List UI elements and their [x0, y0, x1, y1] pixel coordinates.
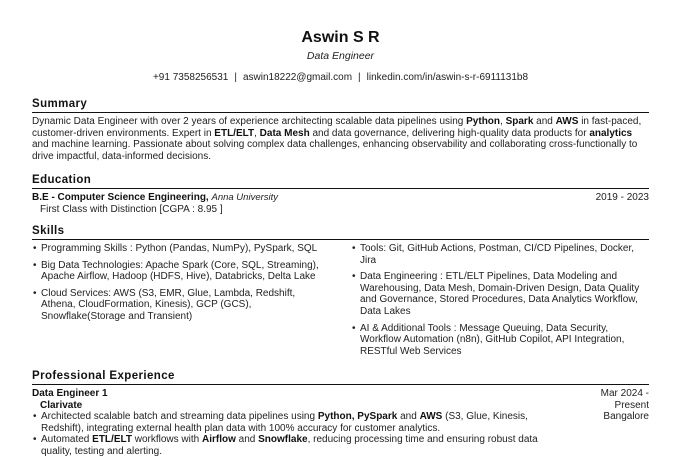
phone: +91 7358256531	[152, 72, 229, 83]
text-segment: and	[397, 411, 420, 423]
skill-item: • Tools: Git, GitHub Actions, Postman, CI/CD Pipelines, Docker, Jira	[351, 243, 649, 266]
text-segment: , reducing processing time and ensuring robust data quality, testing and alerting.	[41, 434, 538, 457]
text-segment: and data governance, delivering high-quality data products for	[309, 127, 590, 139]
job-end-date: Present	[614, 399, 649, 411]
skills-section	[32, 225, 649, 362]
experience-bullet	[32, 411, 567, 434]
section-heading: Summary	[32, 98, 649, 113]
bold-keyword: ETL/ELT	[214, 127, 255, 139]
bold-keyword: analytics	[589, 127, 633, 139]
separator: |	[358, 72, 361, 83]
education-section	[32, 174, 649, 215]
job-start-date: Mar 2024 -	[600, 388, 649, 399]
bold-keyword: Python, PySpark	[317, 411, 398, 423]
degree: B.E - Computer Science Engineering,	[32, 192, 209, 203]
text-segment: (S3, Glue, Kinesis, Redshift), integrating external health plan data with 100% accuracy for customer analytics.	[41, 411, 528, 434]
section-heading: Professional Experience	[32, 370, 649, 385]
section-heading: Education	[32, 174, 649, 189]
text-segment: and	[235, 434, 259, 446]
company: Clarivate	[40, 399, 83, 411]
bold-keyword: ETL/ELT	[92, 434, 132, 446]
university: Anna University	[211, 192, 279, 203]
summary-section	[32, 98, 649, 162]
skill-item: • AI & Additional Tools : Message Queuing, Data Security, Workflow Automation (n8n), GitHub Copilot, API Integration, RESTful Web Services	[351, 323, 649, 358]
section-heading: Skills	[32, 225, 649, 240]
job-role: Data Engineer 1	[32, 388, 108, 399]
text-segment: Automated	[41, 434, 93, 446]
bold-keyword: Python	[466, 116, 501, 127]
text-segment: workflows with	[131, 434, 202, 446]
bold-keyword: Spark	[505, 116, 534, 127]
separator: |	[234, 72, 237, 83]
skill-item: • Data Engineering : ETL/ELT Pipelines, Data Modeling and Warehousing, Data Mesh, Domain-Driven Design, Data Quality and Governance, Stored Procedures, Data Analytics Workflow, Data Lakes	[351, 271, 649, 317]
text-segment: and machine learning. Passionate about solving complex data challenges, enhancing observability and collaborating cross-functionally to drive impactful, data-informed decisions.	[32, 139, 638, 162]
linkedin-link[interactable]: linkedin.com/in/aswin-s-r-6911131b8	[366, 72, 529, 83]
bold-keyword: Airflow	[201, 434, 236, 446]
bold-keyword: Snowflake	[258, 434, 308, 446]
text-segment: Dynamic Data Engineer with over 2 years of experience architecting scalable data pipelines using	[32, 116, 467, 127]
skill-item: • Cloud Services: AWS (S3, EMR, Glue, Lambda, Redshift, Athena, CloudFormation, Kinesis), GCP (GCS), Snowflake(Storage and Transient)	[32, 288, 322, 323]
summary-text	[32, 116, 649, 162]
bold-keyword: AWS	[419, 411, 443, 423]
experience-bullet	[32, 434, 567, 457]
experience-section	[32, 370, 649, 458]
candidate-name: Aswin S R	[301, 29, 380, 46]
text-segment: Architected scalable batch and streaming data pipelines using	[41, 411, 318, 423]
job-location: Bangalore	[603, 411, 649, 423]
contact-line	[32, 72, 649, 84]
education-dates: 2019 - 2023	[595, 192, 649, 203]
skill-item: • Big Data Technologies: Apache Spark (Core, SQL, Streaming), Apache Airflow, Hadoop (HDFS, Hive), Databricks, Delta Lake	[32, 260, 322, 283]
text-segment: ,	[254, 127, 260, 139]
education-detail: First Class with Distinction [CGPA : 8.95 ]	[40, 203, 223, 215]
bold-keyword: AWS	[555, 116, 579, 127]
text-segment: in fast-paced, customer-driven environments. Expert in	[32, 116, 642, 139]
skill-item: • Programming Skills : Python (Pandas, NumPy), PySpark, SQL	[32, 243, 322, 255]
email-link[interactable]: aswin18222@gmail.com	[242, 72, 353, 83]
text-segment: ,	[500, 116, 506, 127]
text-segment: and	[533, 116, 556, 127]
bold-keyword: Data Mesh	[259, 127, 310, 139]
candidate-title: Data Engineer	[306, 50, 375, 62]
